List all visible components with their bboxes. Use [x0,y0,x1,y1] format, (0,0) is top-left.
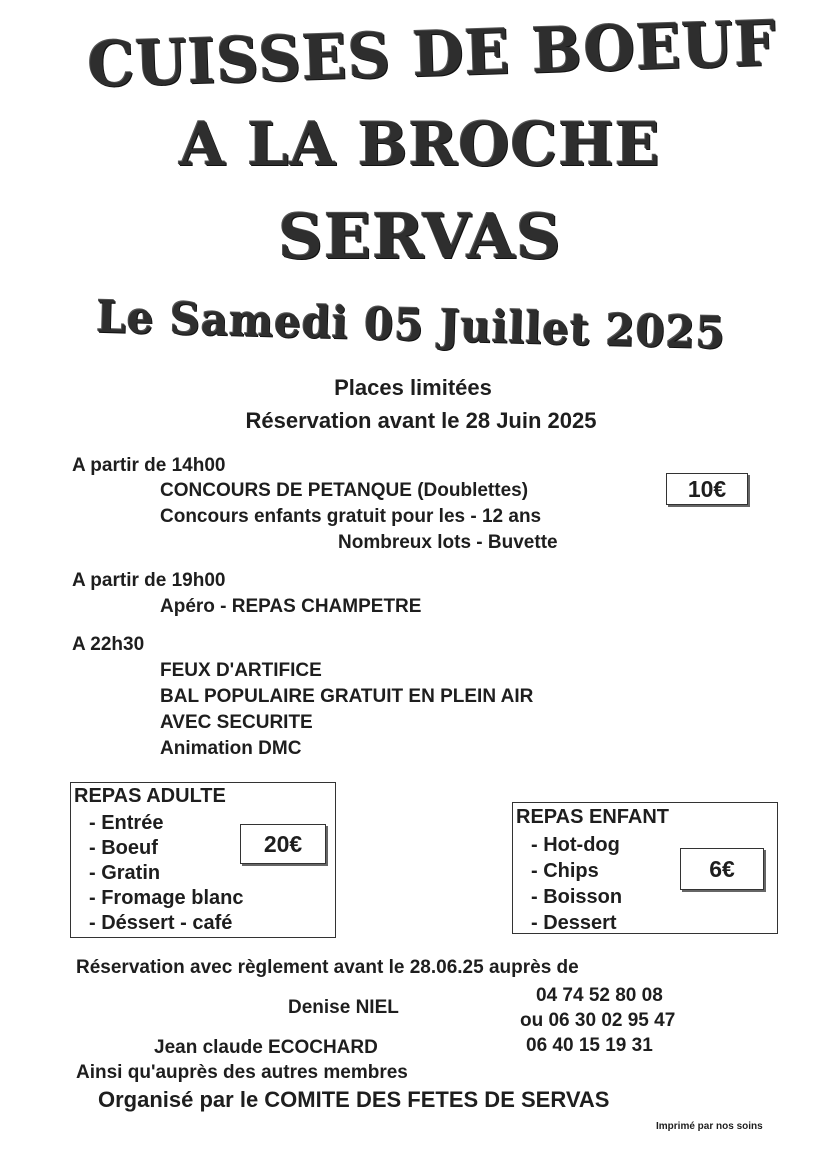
lots-buvette: Nombreux lots - Buvette [338,532,558,553]
poster-title-line2: A LA BROCHE [179,110,661,180]
other-members: Ainsi qu'auprès des autres membres [76,1062,408,1083]
printed-note: Imprimé par nos soins [656,1121,763,1132]
child-price: 6€ [709,855,735,882]
apero-repas: Apéro - REPAS CHAMPETRE [160,596,422,617]
petanque-price: 10€ [687,475,727,502]
adult-menu-item: - Boeuf [89,837,158,859]
child-menu-item: - Chips [531,860,599,882]
fireworks: FEUX D'ARTIFICE [160,660,322,681]
contact-name-jean-claude: Jean claude ECOCHARD [154,1037,378,1058]
animation-dmc: Animation DMC [160,738,302,759]
petanque-price-box [666,473,748,505]
adult-menu-item: - Déssert - café [89,912,233,934]
adult-menu-item: - Fromage blanc [89,887,244,909]
time-14h: A partir de 14h00 [72,455,226,476]
adult-price-box [240,824,326,864]
adult-menu-item: - Entrée [89,812,164,834]
places-limited: Places limitées [334,375,492,400]
bal-populaire: BAL POPULAIRE GRATUIT EN PLEIN AIR [160,686,534,707]
child-menu-item: - Dessert [531,912,617,934]
reservation-deadline: Réservation avant le 28 Juin 2025 [245,408,597,433]
contact-name-denise: Denise NIEL [288,997,399,1018]
poster-title-line3: SERVAS [278,200,562,273]
child-menu-title: REPAS ENFANT [516,806,669,828]
child-menu-item: - Hot-dog [531,834,620,856]
poster-title-line1: CUISSES DE BOEUF [86,6,778,102]
reservation-intro: Réservation avec règlement avant le 28.06.25 auprès de [76,957,579,978]
adult-price: 20€ [263,830,303,857]
organizer: Organisé par le COMITE DES FETES DE SERVAS [98,1087,610,1112]
child-menu-item: - Boisson [531,886,623,908]
time-22h30: A 22h30 [72,634,145,655]
adult-menu-item: - Gratin [89,862,161,884]
contact-phone-1: 04 74 52 80 08 [536,985,663,1006]
contact-phone-2: ou 06 30 02 95 47 [520,1010,676,1031]
securite: AVEC SECURITE [160,712,313,733]
child-price-box [680,848,764,890]
contact-phone-3: 06 40 15 19 31 [526,1035,653,1056]
petanque-contest: CONCOURS DE PETANQUE (Doublettes) [160,480,529,501]
event-date: Le Samedi 05 Juillet 2025 [95,291,727,360]
kids-contest: Concours enfants gratuit pour les - 12 ans [160,506,542,527]
time-19h: A partir de 19h00 [72,570,226,591]
adult-menu-title: REPAS ADULTE [74,785,226,807]
